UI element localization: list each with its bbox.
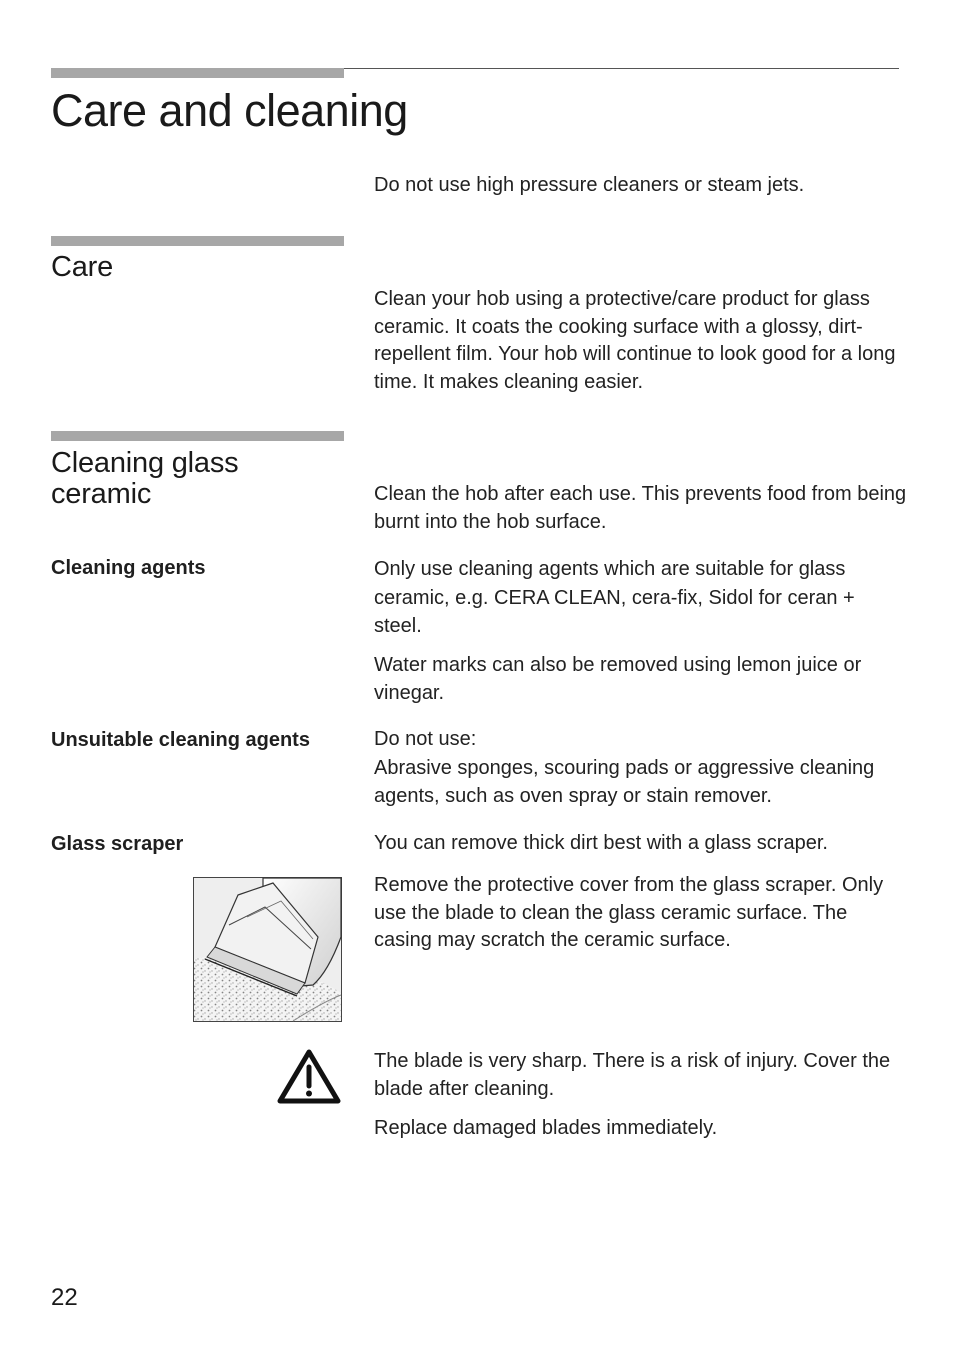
unsuitable-do-not-use: Do not use: — [374, 728, 477, 750]
warning-text: The blade is very sharp. There is a risk of injury. Cover the blade after cleaning. — [374, 1050, 891, 1100]
intro-text: Do not use high pressure cleaners or steam jets. — [374, 174, 805, 196]
cleaning-heading — [51, 448, 238, 510]
cleaning-agents-label: Cleaning agents — [51, 557, 206, 579]
scraper-cover-text: Remove the protective cover from the glass scraper. Only use the blade to clean the glass ceramic surface. The casing may scratch the ceramic surface. — [374, 874, 884, 951]
title-rule-thin — [344, 68, 899, 69]
cleaning-heading-line2: ceramic — [51, 478, 152, 510]
cleaning-agents-text: Only use cleaning agents which are suitable for glass ceramic, e.g. CERA CLEAN, cera-fix, Sidol for ceran + steel. — [374, 558, 855, 637]
page-number: 22 — [51, 1284, 78, 1311]
cleaning-rule — [51, 431, 344, 441]
replace-blades-text: Replace damaged blades immediately. — [374, 1117, 718, 1139]
cleaning-heading-line1: Cleaning glass — [51, 447, 239, 479]
care-heading: Care — [51, 251, 114, 283]
glass-scraper-text: You can remove thick dirt best with a glass scraper. — [374, 832, 828, 854]
glass-scraper-label: Glass scraper — [51, 833, 184, 855]
page-title: Care and cleaning — [51, 85, 408, 136]
warning-icon — [277, 1048, 341, 1104]
care-text: Clean your hob using a protective/care product for glass ceramic. It coats the cooking surface with a glossy, dirt-repellent film. Your hob will continue to look good for a long time. It makes cleaning easier. — [374, 288, 896, 393]
care-rule — [51, 236, 344, 246]
cleaning-intro: Clean the hob after each use. This prevents food from being burnt into the hob surface. — [374, 483, 907, 533]
title-rule-thick — [51, 68, 344, 78]
scraper-icon — [193, 877, 342, 1022]
water-marks-text: Water marks can also be removed using lemon juice or vinegar. — [374, 654, 862, 704]
unsuitable-agents-label: Unsuitable cleaning agents — [51, 729, 310, 751]
glass-scraper-illustration — [193, 877, 342, 1022]
unsuitable-agents-text: Abrasive sponges, scouring pads or aggressive cleaning agents, such as oven spray or stain remover. — [374, 757, 875, 807]
